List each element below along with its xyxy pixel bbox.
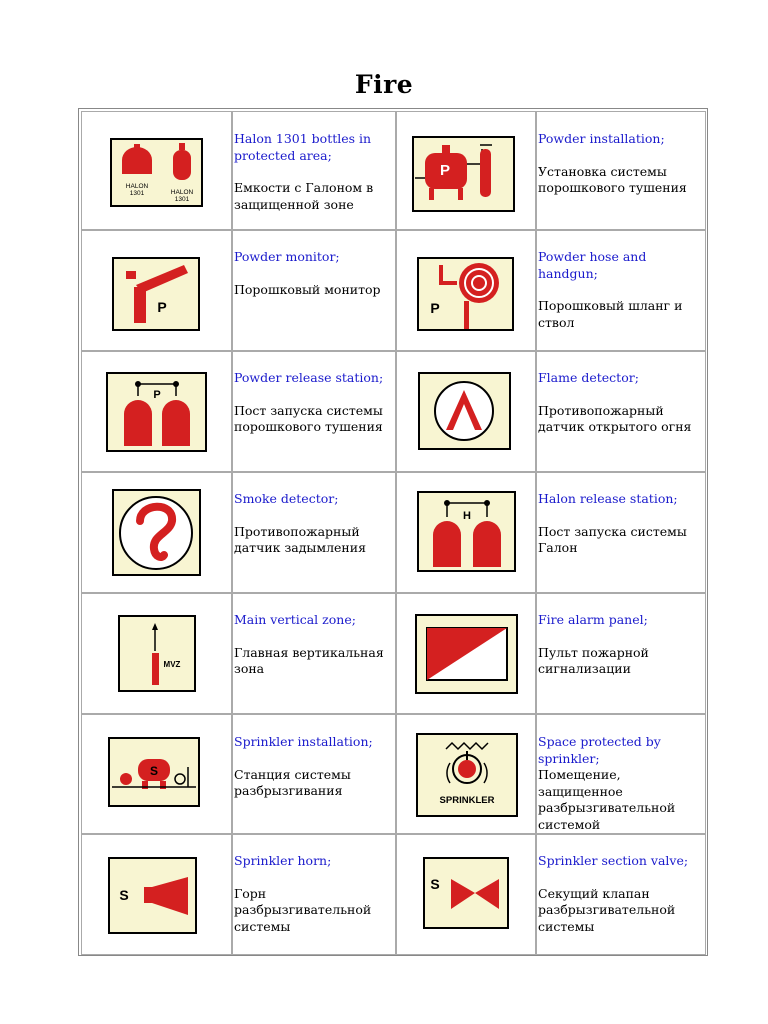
russian-label: Главная вертикальная зона (234, 644, 384, 676)
halon-bottles-icon (110, 138, 203, 207)
svg-text:SPRINKLER: SPRINKLER (439, 795, 495, 806)
smoke-detector-icon (112, 489, 201, 576)
icon-cell (396, 230, 536, 351)
english-label: Powder monitor; (234, 249, 340, 264)
text-cell (232, 230, 396, 351)
english-label: Smoke detector; (234, 491, 339, 506)
text-cell (536, 472, 706, 593)
icon-cell (81, 593, 232, 714)
text-cell (536, 593, 706, 714)
russian-label: Порошковый монитор (234, 281, 381, 297)
powder-installation-icon (412, 136, 515, 212)
svg-text:S: S (119, 887, 129, 903)
text-cell (536, 714, 706, 834)
icon-cell (396, 834, 536, 955)
english-label: Powder installation; (538, 131, 665, 146)
english-label: Flame detector; (538, 370, 639, 385)
fire-alarm-panel-icon (415, 614, 518, 694)
russian-label: Горн разбрызгивательной системы (234, 885, 372, 934)
icon-cell (396, 472, 536, 593)
text-cell (232, 714, 396, 834)
flame-detector-icon (418, 372, 511, 450)
svg-text:1301: 1301 (174, 196, 190, 203)
sprinkler-horn-icon (108, 857, 197, 934)
svg-text:HALON: HALON (125, 183, 149, 190)
english-label: Fire alarm panel; (538, 612, 648, 627)
main-vertical-zone-icon (118, 615, 196, 692)
text-cell (536, 351, 706, 472)
svg-text:S: S (149, 764, 159, 778)
russian-label: Секущий клапан разбрызгивательной системы (538, 885, 676, 934)
powder-release-station-icon (106, 372, 207, 452)
icon-cell (81, 230, 232, 351)
icon-cell (396, 351, 536, 472)
icon-cell (396, 111, 536, 230)
page-title: Fire (354, 70, 414, 99)
english-label: Sprinkler section valve; (538, 853, 689, 868)
sprinkler-section-valve-icon (423, 857, 509, 929)
sprinkler-installation-icon (108, 737, 200, 807)
russian-label: Установка системы порошкового тушения (538, 163, 687, 195)
english-label: Powder release station; (234, 370, 384, 385)
powder-monitor-icon (112, 257, 200, 331)
svg-text:P: P (439, 162, 451, 179)
text-cell (536, 111, 706, 230)
english-label: Main vertical zone; (234, 612, 356, 627)
text-cell (232, 351, 396, 472)
svg-text:S: S (430, 876, 440, 892)
icon-cell (81, 472, 232, 593)
sprinkler-space-icon (416, 733, 518, 817)
russian-label: Пост запуска системы Галон (538, 523, 687, 555)
english-label: Halon release station; (538, 491, 678, 506)
russian-label: Пост запуска системы порошкового тушения (234, 402, 383, 434)
svg-text:P: P (430, 300, 440, 316)
russian-label: Пульт пожарной сигнализации (538, 644, 649, 676)
text-cell (536, 834, 706, 955)
svg-text:HALON: HALON (170, 189, 194, 196)
text-cell (232, 593, 396, 714)
symbols-table (78, 108, 708, 956)
icon-cell (81, 111, 232, 230)
english-label: Sprinkler horn; (234, 853, 332, 868)
russian-label: Противопожарный датчик открытого огня (538, 402, 692, 434)
text-cell (232, 111, 396, 230)
svg-text:P: P (153, 389, 161, 401)
english-label: Powder hose and handgun; (538, 249, 647, 281)
russian-label: Станция системы разбрызгивания (234, 766, 351, 798)
svg-text:H: H (463, 510, 471, 522)
russian-label: Противопожарный датчик задымления (234, 523, 366, 555)
russian-label: Порошковый шланг и ствол (538, 298, 683, 330)
icon-cell (396, 593, 536, 714)
text-cell (536, 230, 706, 351)
text-cell (232, 472, 396, 593)
svg-text:1301: 1301 (129, 190, 145, 197)
svg-text:MVZ: MVZ (163, 660, 181, 669)
russian-label: Емкости с Галоном в защищенной зоне (234, 180, 374, 212)
icon-cell (81, 714, 232, 834)
icon-cell (81, 834, 232, 955)
english-label: Halon 1301 bottles in protected area; (234, 131, 372, 163)
english-label: Sprinkler installation; (234, 734, 373, 749)
icon-cell (396, 714, 536, 834)
svg-text:P: P (157, 299, 167, 315)
text-cell (232, 834, 396, 955)
powder-hose-icon (417, 257, 514, 331)
russian-label: Помещение, защищенное разбрызгивательной системой (538, 767, 676, 832)
english-label: Space protected by sprinkler; (538, 734, 661, 766)
halon-release-station-icon (417, 491, 516, 572)
icon-cell (81, 351, 232, 472)
